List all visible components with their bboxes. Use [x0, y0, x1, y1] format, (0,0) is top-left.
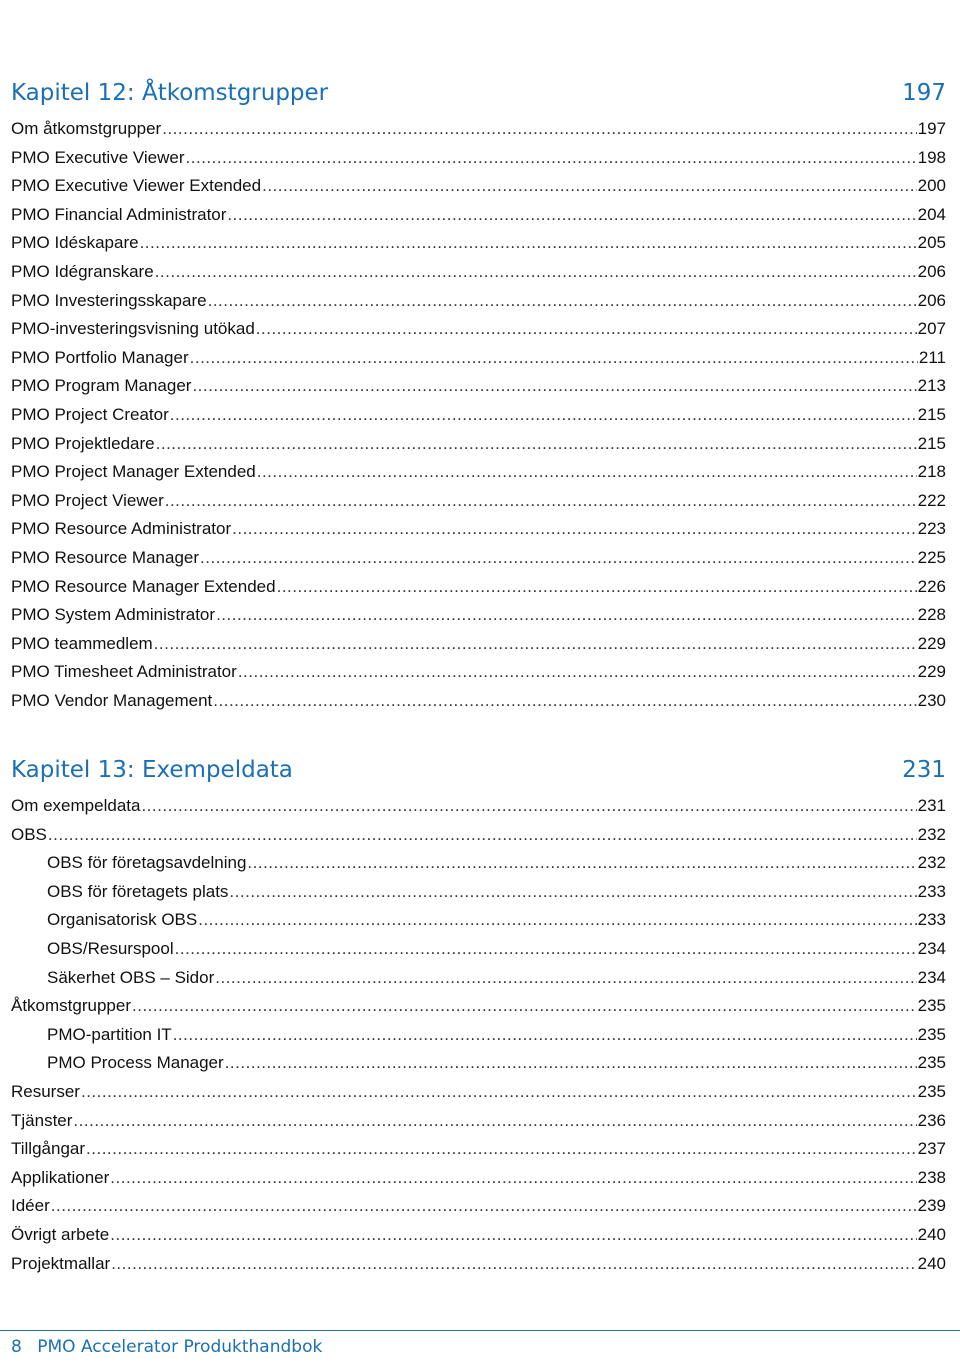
- toc-dot-leader: [225, 1049, 917, 1078]
- toc-entry[interactable]: [11, 258, 946, 287]
- toc-list: [11, 115, 946, 715]
- toc-dot-leader: [213, 687, 916, 716]
- toc-entry-page: 229: [917, 662, 946, 682]
- toc-entry-page: 235: [917, 1053, 946, 1073]
- toc-dot-leader: [86, 1135, 917, 1164]
- footer-book-title: PMO Accelerator Produkthandbok: [37, 1337, 323, 1357]
- toc-entry-title: PMO Resource Manager Extended: [11, 576, 276, 596]
- toc-entry[interactable]: [11, 315, 946, 344]
- toc-dot-leader: [110, 1221, 916, 1250]
- toc-entry[interactable]: [11, 201, 946, 230]
- toc-entry-title: PMO System Administrator: [11, 605, 216, 625]
- toc-entry[interactable]: [11, 964, 946, 993]
- toc-entry[interactable]: [11, 458, 946, 487]
- toc-entry[interactable]: [11, 372, 946, 401]
- toc-entry[interactable]: [11, 1021, 946, 1050]
- toc-dot-leader: [256, 315, 917, 344]
- toc-entry-title: PMO Idéskapare: [11, 233, 139, 253]
- toc-entry-page: 207: [917, 319, 946, 339]
- chapter-heading: [11, 75, 946, 111]
- toc-entry[interactable]: [11, 992, 946, 1021]
- toc-entry[interactable]: [11, 1192, 946, 1221]
- toc-entry-page: 239: [917, 1196, 946, 1216]
- toc-entry-page: 240: [917, 1224, 946, 1244]
- toc-dot-leader: [216, 601, 917, 630]
- toc-entry-title: PMO Resource Administrator: [11, 519, 232, 539]
- toc-entry[interactable]: [11, 287, 946, 316]
- toc-dot-leader: [238, 658, 917, 687]
- chapter-13-section: [11, 752, 946, 1278]
- toc-entry-title: OBS för företagsavdelning: [47, 853, 247, 873]
- toc-dot-leader: [140, 229, 917, 258]
- toc-entry-title: Idéer: [11, 1196, 50, 1216]
- toc-entry-page: 229: [917, 633, 946, 653]
- toc-entry-title: PMO Portfolio Manager: [11, 347, 189, 367]
- toc-entry-title: PMO Vendor Management: [11, 690, 213, 710]
- toc-entry-title: Projektmallar: [11, 1253, 111, 1273]
- toc-entry-title: Övrigt arbete: [11, 1224, 110, 1244]
- toc-entry-title: PMO Process Manager: [47, 1053, 224, 1073]
- toc-entry-page: 215: [917, 404, 946, 424]
- toc-dot-leader: [165, 487, 917, 516]
- toc-entry[interactable]: [11, 1221, 946, 1250]
- toc-entry-title: PMO Project Viewer: [11, 490, 164, 510]
- toc-entry[interactable]: [11, 1164, 946, 1193]
- toc-entry-title: PMO teammedlem: [11, 633, 153, 653]
- toc-list: [11, 792, 946, 1278]
- toc-entry[interactable]: [11, 906, 946, 935]
- toc-entry[interactable]: [11, 630, 946, 659]
- toc-entry-title: Resurser: [11, 1081, 80, 1101]
- toc-dot-leader: [154, 630, 917, 659]
- toc-entry-title: PMO Executive Viewer: [11, 147, 185, 167]
- toc-entry-page: 232: [917, 824, 946, 844]
- toc-entry[interactable]: [11, 935, 946, 964]
- toc-entry-title: PMO-investeringsvisning utökad: [11, 319, 255, 339]
- toc-entry-title: Applikationer: [11, 1167, 110, 1187]
- toc-entry[interactable]: [11, 792, 946, 821]
- toc-dot-leader: [190, 344, 918, 373]
- chapter-page-number: 197: [902, 80, 946, 106]
- toc-entry-title: PMO Financial Administrator: [11, 204, 227, 224]
- toc-entry-page: 231: [917, 796, 946, 815]
- footer-divider: [0, 1330, 960, 1331]
- toc-entry[interactable]: [11, 1135, 946, 1164]
- toc-entry[interactable]: [11, 344, 946, 373]
- toc-dot-leader: [141, 792, 916, 821]
- toc-dot-leader: [262, 172, 917, 201]
- toc-dot-leader: [227, 201, 916, 230]
- toc-entry-page: 234: [917, 938, 946, 958]
- toc-entry[interactable]: [11, 430, 946, 459]
- toc-entry-title: OBS för företagets plats: [47, 881, 229, 901]
- toc-entry-page: 206: [917, 290, 946, 310]
- chapter-title: Kapitel 13: Exempeldata: [11, 757, 293, 783]
- toc-entry-page: 223: [917, 519, 946, 539]
- toc-dot-leader: [111, 1250, 916, 1279]
- toc-dot-leader: [229, 878, 916, 907]
- toc-entry-page: 226: [917, 576, 946, 596]
- toc-entry-title: Organisatorisk OBS: [47, 910, 198, 930]
- toc-dot-leader: [110, 1164, 916, 1193]
- toc-entry-page: 235: [917, 1024, 946, 1044]
- toc-entry[interactable]: [11, 601, 946, 630]
- chapter-page-number: 231: [902, 757, 946, 783]
- toc-entry-title: PMO Timesheet Administrator: [11, 662, 237, 682]
- toc-dot-leader: [186, 144, 917, 173]
- toc-entry-page: 235: [917, 996, 946, 1016]
- toc-entry[interactable]: [11, 1078, 946, 1107]
- toc-entry-page: 238: [917, 1167, 946, 1187]
- toc-dot-leader: [48, 821, 917, 850]
- toc-entry[interactable]: [11, 144, 946, 173]
- toc-dot-leader: [208, 287, 917, 316]
- footer-text: [0, 1337, 960, 1357]
- toc-dot-leader: [73, 1107, 916, 1136]
- toc-entry-page: 237: [917, 1139, 946, 1159]
- toc-entry-page: 233: [917, 910, 946, 930]
- toc-entry-title: OBS/Resurspool: [47, 938, 174, 958]
- toc-entry[interactable]: [11, 658, 946, 687]
- toc-entry-title: Om åtkomstgrupper: [11, 119, 162, 138]
- toc-dot-leader: [232, 515, 916, 544]
- toc-entry[interactable]: [11, 573, 946, 602]
- toc-entry-page: 233: [917, 881, 946, 901]
- toc-entry-page: 240: [917, 1253, 946, 1273]
- toc-entry-title: PMO-partition IT: [47, 1024, 172, 1044]
- toc-entry-page: 215: [917, 433, 946, 453]
- toc-entry-title: PMO Project Manager Extended: [11, 462, 256, 482]
- toc-dot-leader: [162, 115, 916, 144]
- toc-entry-title: PMO Idégranskare: [11, 261, 154, 281]
- toc-entry-title: PMO Projektledare: [11, 433, 155, 453]
- toc-entry[interactable]: [11, 229, 946, 258]
- chapter-heading: [11, 752, 946, 788]
- toc-dot-leader: [156, 430, 917, 459]
- toc-entry[interactable]: [11, 1250, 946, 1279]
- toc-entry[interactable]: [11, 487, 946, 516]
- toc-entry-title: Åtkomstgrupper: [11, 996, 131, 1016]
- toc-entry[interactable]: [11, 1107, 946, 1136]
- toc-dot-leader: [198, 906, 916, 935]
- toc-entry-page: 222: [917, 490, 946, 510]
- toc-entry-page: 213: [917, 376, 946, 396]
- toc-entry-title: OBS: [11, 824, 47, 844]
- toc-entry-page: 205: [917, 233, 946, 253]
- toc-entry-page: 235: [917, 1081, 946, 1101]
- toc-entry[interactable]: [11, 172, 946, 201]
- toc-entry[interactable]: [11, 687, 946, 716]
- toc-dot-leader: [81, 1078, 917, 1107]
- toc-entry-title: Om exempeldata: [11, 796, 141, 815]
- toc-dot-leader: [132, 992, 917, 1021]
- toc-entry-page: 198: [917, 147, 946, 167]
- toc-entry-title: PMO Project Creator: [11, 404, 169, 424]
- page-footer: [0, 1330, 960, 1357]
- toc-dot-leader: [175, 935, 917, 964]
- toc-entry-page: 204: [917, 204, 946, 224]
- toc-dot-leader: [247, 849, 916, 878]
- toc-entry-page: 197: [917, 119, 946, 138]
- toc-entry-page: 218: [917, 462, 946, 482]
- toc-dot-leader: [51, 1192, 917, 1221]
- toc-entry-page: 230: [917, 690, 946, 710]
- toc-entry[interactable]: [11, 515, 946, 544]
- toc-dot-leader: [215, 964, 916, 993]
- toc-entry-page: 206: [917, 261, 946, 281]
- chapter-12-section: [11, 75, 946, 715]
- chapter-title: Kapitel 12: Åtkomstgrupper: [11, 80, 329, 106]
- toc-entry-page: 228: [917, 605, 946, 625]
- toc-entry-page: 211: [918, 347, 946, 367]
- toc-dot-leader: [277, 573, 917, 602]
- toc-dot-leader: [257, 458, 917, 487]
- toc-entry-title: PMO Executive Viewer Extended: [11, 176, 262, 196]
- toc-entry[interactable]: [11, 849, 946, 878]
- toc-entry-title: Tillgångar: [11, 1139, 86, 1159]
- toc-entry-title: PMO Program Manager: [11, 376, 192, 396]
- toc-entry[interactable]: [11, 821, 946, 850]
- toc-entry-page: 225: [917, 547, 946, 567]
- toc-entry[interactable]: [11, 401, 946, 430]
- toc-entry-title: PMO Resource Manager: [11, 547, 200, 567]
- toc-entry[interactable]: [11, 878, 946, 907]
- toc-entry-page: 234: [917, 967, 946, 987]
- toc-dot-leader: [173, 1021, 917, 1050]
- toc-entry[interactable]: [11, 1049, 946, 1078]
- footer-page-number: 8: [11, 1337, 22, 1357]
- toc-entry-title: Säkerhet OBS – Sidor: [47, 967, 215, 987]
- toc-dot-leader: [200, 544, 917, 573]
- toc-entry-page: 236: [917, 1110, 946, 1130]
- toc-entry-page: 232: [917, 853, 946, 873]
- toc-entry-title: Tjänster: [11, 1110, 73, 1130]
- toc-dot-leader: [170, 401, 917, 430]
- toc-entry-page: 200: [917, 176, 946, 196]
- toc-dot-leader: [192, 372, 916, 401]
- toc-entry-title: PMO Investeringsskapare: [11, 290, 207, 310]
- toc-entry[interactable]: [11, 544, 946, 573]
- toc-entry[interactable]: [11, 115, 946, 144]
- toc-dot-leader: [155, 258, 917, 287]
